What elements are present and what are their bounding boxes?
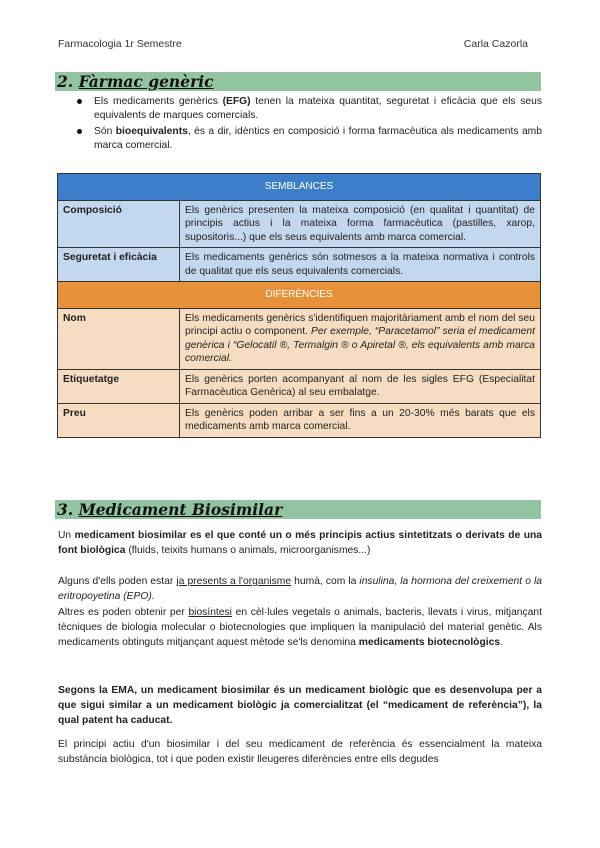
row-label-seguretat: Seguretat i eficàcia: [58, 248, 180, 282]
section-3-title: Medicament Biosimilar: [78, 500, 283, 519]
row-text-preu: Els genèrics poden arribar a ser fins a un 20-30% més barats que els medicaments amb marca comercial.: [180, 403, 541, 437]
differences-header: DIFERÈNCIES: [58, 282, 541, 309]
row-label-nom: Nom: [58, 308, 180, 369]
paragraph-definition: Un medicament biosimilar es el que conté un o més principis actius sintetitzats o derivats de una font biològica (fluids, teixits humans o animals, microorganismes...): [58, 530, 543, 557]
row-label-composicio: Composició: [58, 200, 180, 248]
row-text-composicio: Els genèrics presenten la mateixa composició (en qualitat i quantitat) de principis actius i la mateixa forma farmacèutica (pastilles, xarop, supositoris...) que els seus equivalents amb marca comercial.: [180, 200, 541, 248]
bullet-dot-icon: [77, 99, 82, 104]
paragraph-ema-definition: Segons la EMA, un medicament biosimilar és un medicament biològic que es desenvolupa per a que sigui similar a un medicament biològic ja comercialitzat (el “medicament de referència”), la qual patent ha caducat.: [58, 685, 542, 727]
table-row: [58, 200, 541, 248]
table-row: [58, 403, 541, 437]
bullet-item-bioequivalents: Són bioequivalents, és a dir, idèntics en composició i forma farmacèutica als medicaments amb marca comercial.: [60, 125, 542, 152]
bullet-item-efg: Els medicaments genèrics (EFG) tenen la mateixa quantitat, seguretat i eficàcia que els seus equivalents de marques comercials.: [60, 95, 542, 122]
header-author: Carla Cazorla: [463, 38, 528, 50]
semblances-header: SEMBLANCES: [58, 174, 541, 201]
table-row: [58, 248, 541, 282]
comparison-table: [57, 173, 541, 438]
row-text-seguretat: Els medicaments genèrics són sotmesos a la mateixa normativa i controls de qualitat que els seus equivalents comercials.: [180, 248, 541, 282]
paragraph-active-principle: El principi actiu d'un biosimilar i del seu medicament de referència és essencialment la mateixa substància biològica, tot i que poden existir lleugeres diferències entre ells degudes: [58, 739, 542, 766]
paragraph-organism: Alguns d'ells poden estar ja presents a l'organisme humà, com la insulina, la hormona del creixement o la eritropoyetina (EPO).: [58, 576, 542, 603]
section-3-number: 3.: [57, 500, 74, 519]
row-label-etiquetatge: Etiquetatge: [58, 369, 180, 403]
section-2-bullet-list: [60, 95, 542, 155]
row-label-preu: Preu: [58, 403, 180, 437]
section-2-title: Fàrmac genèric: [78, 72, 214, 91]
table-row: [58, 369, 541, 403]
bullet-dot-icon: [77, 129, 82, 134]
section-2-number: 2.: [57, 72, 74, 91]
table-row: [58, 308, 541, 369]
section-3-heading: [55, 500, 541, 519]
paragraph-biosynthesis: Altres es poden obtenir per biosíntesi en cèl·lules vegetals o animals, bacteris, llevats i virus, mitjançant tècniques de biologia molecular o biotecnologies que impliquen la manipulació del material genètic. Als medicaments obtinguts mitjançant aquest mètode se'ls denomina medicaments biotecnològics.: [58, 607, 542, 649]
row-text-nom: Els medicaments genèrics s'identifiquen majoritàriament amb el nom del seu principi actiu o component. Per exemple, “Paracetamol” seria el medicament genèrica i “Gelocatil ®, Termalgin ® o Apiretal ®, els equivalents amb marca comercial.: [180, 308, 541, 369]
header-subject: Farmacologia 1r Semestre: [58, 38, 182, 50]
row-text-etiquetatge: Els genèrics porten acompanyant al nom de les sigles EFG (Especialitat Farmacèutica Genèrica) al seu embalatge.: [180, 369, 541, 403]
section-2-heading: [55, 72, 541, 91]
